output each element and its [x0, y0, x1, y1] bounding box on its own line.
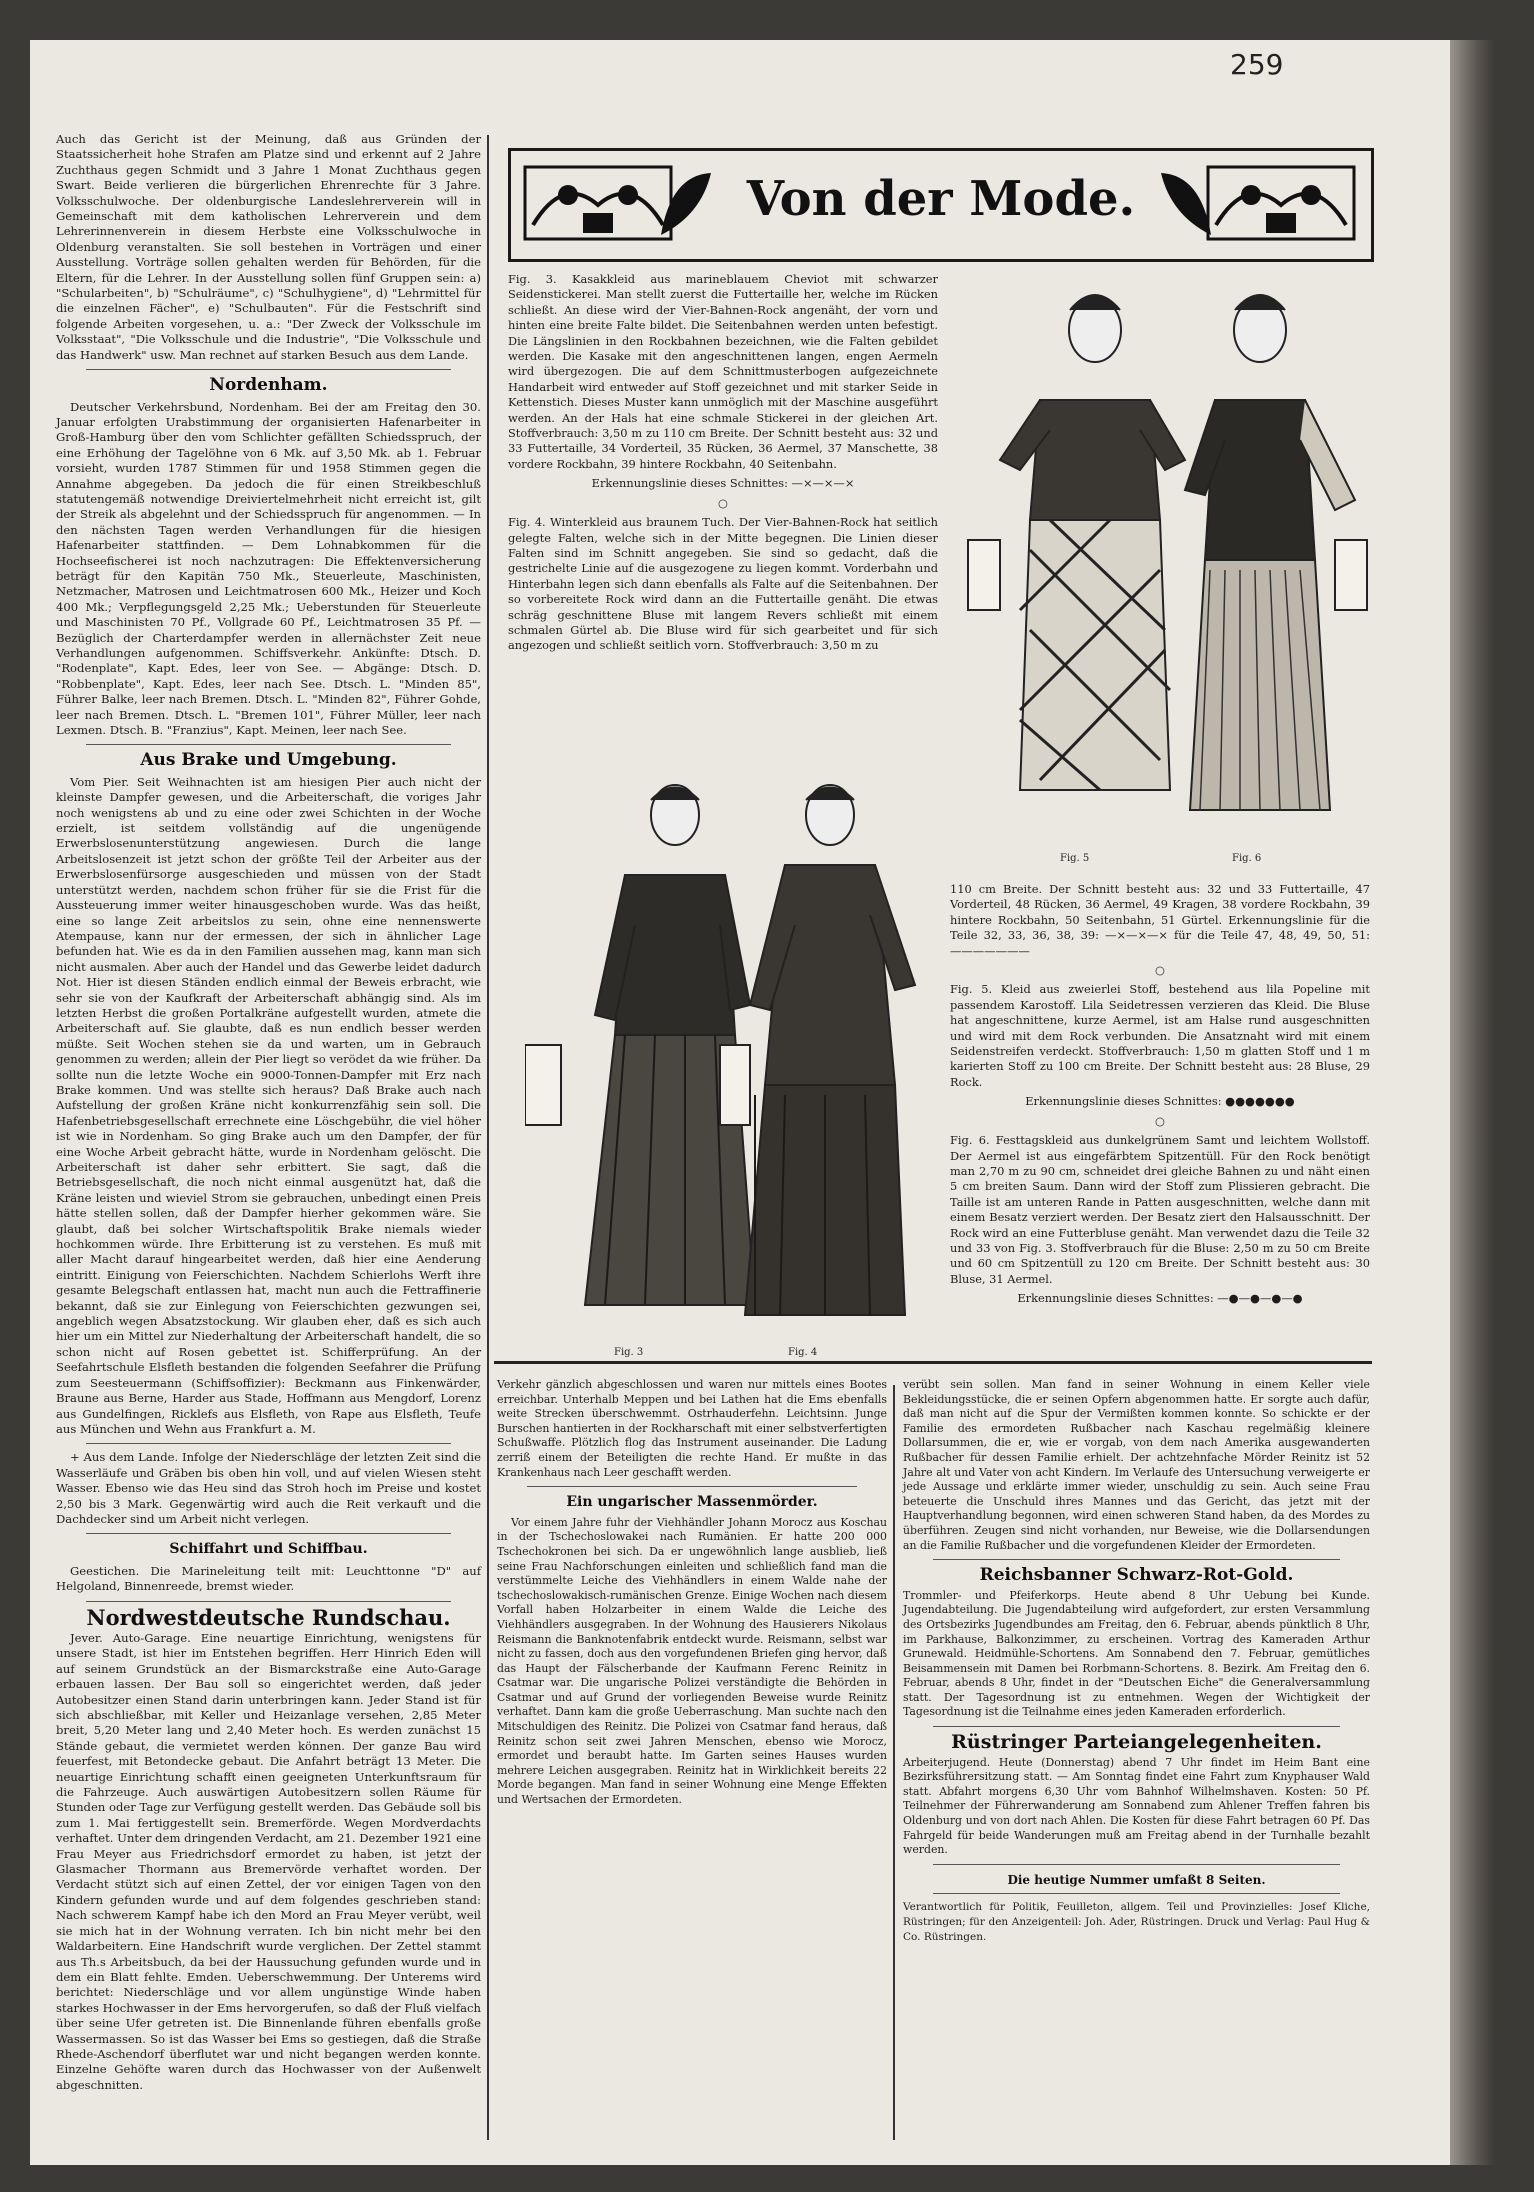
fig4-label: Fig. 4 — [788, 1347, 818, 1358]
article-rundschau: Jever. Auto-Garage. Eine neuartige Einrichtung, wenigstens für unsere Stadt, ist hier im Entstehen begriffen. Herr Hinrich Eden will auf seinem Grundstück an der Bismarckstraße eine Auto-Garage erbauen lassen. Der Bau soll so eingerichtet werden, daß jeder Autobesitzer einen Stand darin unterbringen kann. Jeder Stand ist für sich abschließbar, mit Keller und Heizanlage versehen, 2,85 Meter breit, 5,20 Meter lang und 2,40 Meter hoch. Es werden zunächst 15 Stände gebaut, die vermietet werden können. Der ganze Bau wird feuerfest, mit Betondecke gebaut. Die Anfahrt beträgt 13 Meter. Die neuartige Einrichtung schafft einen geeigneten Unterkunftsraum für die Fahrzeuge. Auch auswärtigen Autobesitzern sollen Räume für Stunden oder Tage zur Verfügung gestellt werden. Das Gebäude soll bis zum 1. Mai fertiggestellt sein. Bremerförde. Wegen Mordverdachts verhaftet. Unter dem dringenden Verdacht, am 21. Dezember 1921 eine Frau Meyer aus Friedrichsdorf ermordet zu haben, ist jetzt der Glasmacher Thormann aus Bremervörde verhaftet worden. Der Verdacht stützt sich auf einen Zettel, der vor einigen Tagen von den Kindern gefunden wurde und auf dem folgendes geschrieben stand: Nach schwerem Kampf habe ich den Mord an Frau Meyer verübt, weil sie mich hat in der Wohnung verraten. Ich bin nicht mehr bei den Waldarbeitern. Eine Handschrift wurde verglichen. Der Zettel stammt aus Th.s Arbeitsbuch, da bei der Haussuchung gefunden wurde und in dem ein Blatt fehlte. Emden. Ueberschwemmung. Der Unterems wird berichtet: Niederschläge und vor allem ungünstige Winde haben starkes Hochwasser in der Ems hervorgerufen, so daß der Fluß vielfach über seine Ufer getreten ist. Die Binnenlande führen ebenfalls große Wassermassen. So ist das Wasser bei Ems so gestiegen, daß die Straße Rhede-Aschendorf überflutet war und nicht begangen werden konnte. Einzelne Gehöfte waren durch das Hochwasser von der Außenwelt abgeschnitten. — [56, 1630, 481, 2092]
left-column — [56, 132, 481, 2095]
heading-nordenham: Nordenham. — [209, 375, 328, 396]
article-massenmoerder-cont: verübt sein sollen. Man fand in seiner Wohnung in einem Keller viele Bekleidungsstücke, die er seinen Opfern abgenommen hatte. Er sorgte auch dafür, daß man nicht auf die Spur der Vermißten kommen konnte. So schickte er der Familie des ermordeten Rußbacher nach Kaschau regelmäßig kleinere Dollarsummen, die er, wie er vorgab, von dem nach Amerika ausgewanderten Rußbacher für dessen Familie erhielt. Der achtzehnfache Mörder Reinitz ist 52 Jahre alt und Vater von acht Kindern. Im Verlaufe des Untersuchung verweigerte er jede Aussage und erklärte immer wieder, unschuldig zu sein. Auch seine Frau beteuerte die Unschuld ihres Mannes und das Gericht, das jetzt mit der Hauptverhandlung begonnen, wird einen schweren Stand haben, da des Mordes zu überführen. Zeugen sind nicht vorhanden, nur Beweise, wie die Dollarsendungen an die Familie Rußbacher und die vorgefundenen Kleider der Ermordeten. — [903, 1378, 1370, 1552]
article-nordenham: Deutscher Verkehrsbund, Nordenham. Bei der am Freitag den 30. Januar erfolgten Urabstimmung der organisierten Hafenarbeiter in Groß-Hamburg über den vom Schlichter gefällten Schiedsspruch, der eine Erhöhung der Tagelöhne von 6 Mk. auf 3,50 Mk. ab 1. Februar vorsieht, wurden 1787 Stimmen für und 1958 Stimmen gegen die Annahme abgegeben. Da jedoch die für einen Streikbeschluß statutengemäß notwendige Dreiviertelmehrheit nicht erreicht ist, gilt der Streik als abgelehnt und der Schiedsspruch für angenommen. — In den nächsten Tagen werden Verhandlungen für die hiesigen Hafenarbeiter stattfinden. — Dem Lohnabkommen für die Hochseefischerei ist noch nachzutragen: Die Effektenversicherung beträgt für den Kapitän 750 Mk., Steuerleute, Maschinisten, Netzmacher, Matrosen und Leichtmatrosen 600 Mk., Heizer und Koch 400 Mk.; Verpflegungsgeld 2,25 Mk.; Ueberstunden für Steuerleute und Maschinisten 70 Pf., Vollgrade 60 Pf., Leichtmatrosen 35 Pf. — Bezüglich der Charterdampfer werden in allernächster Zeit neue Verhandlungen aufgenommen. Schiffsverkehr. Ankünfte: Dtsch. D. "Rodenplate", Kapt. Edes, leer von See. — Abgänge: Dtsch. D. "Robbenplate", Kapt. Edes, leer nach See. Dtsch. L. "Minden 85", Führer Balke, leer nach Bremen. Dtsch. L. "Minden 82", Führer Gohde, leer nach Bremen. Dtsch. L. "Bremen 101", Führer Müller, leer nach Lexmen. Dtsch. B. "Franzius", Kapt. Meinen, leer nach See. — [56, 399, 481, 738]
fig6-erkennungslinie: Erkennungslinie dieses Schnittes: —●—●—●—● — [1017, 1291, 1303, 1306]
imprint: Verantwortlich für Politik, Feuilleton, allgem. Teil und Provinzielles: Josef Kliche, Rüstringen; für den Anzeigenteil: Joh. Ader, Rüstringen. Druck und Verlag: Paul Hug & Co. Rüstringen. — [903, 1901, 1370, 1943]
article-ems: Verkehr gänzlich abgeschlossen und waren nur mittels eines Bootes erreichbar. Unterhalb Meppen und bei Lathen hat die Ems ebenfalls weite Strecken überschwemmt. Ostrhauderfehn. Leichtsinn. Junge Burschen hantierten in der Rockharschaft mit einer selbstverfertigten Schußwaffe. Plötzlich flog das Instrument auseinander. Die Ladung zerriß einem der Beteiligten die rechte Hand. Er mußte in das Krankenhaus nach Leer geschafft werden. — [497, 1378, 887, 1479]
divider — [933, 1893, 1340, 1894]
separator-circle: ○ — [1155, 1113, 1165, 1128]
ornament-icon — [1206, 165, 1356, 241]
fig5-description: Fig. 5. Kleid aus zweierlei Stoff, bestehend aus lila Popeline mit passendem Karostoff. Lila Seidetressen verzieren das Kleid. Die Bluse hat angeschnittene, kurze Aermel, ist am Halse rund ausgeschnitten und wird mit dem Rock verbunden. Die Ansatznaht wird mit einem Seidenstreifen verdeckt. Stoffverbrauch: 1,50 m glatten Stoff und 1 m karierten Stoff zu 100 cm Breite. Der Schnitt besteht aus: 28 Bluse, 29 Rock. — [950, 982, 1370, 1089]
page-number: 259 — [1230, 48, 1284, 81]
article-brake: Vom Pier. Seit Weihnachten ist am hiesigen Pier auch nicht der kleinste Dampfer gewesen, und die Arbeiterschaft, die voriges Jahr noch wenigstens ab und zu eine oder zwei Schichten in der Woche erzielt, ist seitdem vollständig auf die ungenügende Erwerbslosenunterstützung angewiesen. Durch die lange Arbeitslosenzeit ist jetzt schon der größte Teil der Arbeiter aus der Erwerbslosenfürsorge ausgeschieden und müssen von der Stadt unterstützt werden, nachdem schon früher für sie die Frist für die Aussteuerung immer weiter hinausgeschoben wurde. Was das heißt, eine so lange Zeit arbeitslos zu sein, ohne eine nennenswerte Atempause, kann nur der ermessen, der sich in ähnlicher Lage befunden hat. Wie es da in den Familien aussehen mag, kann man sich nicht ausmalen. Aber auch der Handel und das Gewerbe leidet dadurch Not. Hier ist diesen Ständen endlich einmal der Beweis erbracht, wie sehr sie von der Kaufkraft der Arbeiterschaft abhängig sind. Als im letzten Herbst die großen Portalkräne aufgestellt wurden, atmete die Arbeiterschaft auf. Sie glaubte, daß es nun endlich besser werden müßte. Seit Wochen stehen sie da und warten, um in Gebrauch genommen zu werden; allein der Pier liegt so verödet da wie früher. Da sollte nun die letzte Woche ein 9000-Tonnen-Dampfer mit Erz nach Brake kommen. Und was stellte sich heraus? Daß Brake auch nach Aufstellung der großen Kräne nicht konkurrenzfähig sein soll. Die Hafenbetriebsgesellschaft errechnete eine Löschgebühr, die viel höher ist wie in Nordenham. So ging Brake auch um den Dampfer, der für eine Woche Arbeit gebracht hätte, wurde in Nordenham gelöscht. Die Arbeiterschaft ist daher sehr erbittert. Sie sagt, daß die Betriebsgesellschaft, die noch nicht einmal ausgenützt hat, daß die Kräne leisten und wieviel Strom sie gebrauchen, unbedingt einen Preis hätte stellen sollen, daß der Dampfer hierher gekommen wäre. Sie glaubt, daß bei solcher Wirtschaftspolitik Brake niemals wieder hochkommen würde. Ihre Erbitterung ist zu verstehen. Es muß mit aller Macht darauf hingearbeitet werden, daß hier eine Aenderung eintritt. Einigung von Feierschichten. Nachdem Schierlohs Werft ihre gesamte Belegschaft entlassen hat, macht nun auch die Fettraffinerie bekannt, daß sie zur Einlegung von Feierschichten gezwungen sei, angeblich wegen Absatzstockung. Wir glauben eher, daß es sich auch hier um ein Mittel zur Niederhaltung der Arbeiterschaft handelt, die so schon nicht auf Rosen gebettet ist. Schifferprüfung. An der Seefahrtschule Elsfleth bestanden die folgenden Seefahrer die Prüfung zum Seesteuermann (Schiffsoffizier): Beckmann aus Finkenwärder, Braune aus Berne, Harder aus Stade, Hoffmann aus Mengdorf, Lorenz aus Gundelfingen, Ricklefs aus Elsfleth, von Rape aus Elsfleth, Teufe aus München und Wehn aus Frankfurt a. M. — [56, 774, 481, 1436]
fig3-description: Fig. 3. Kasakkleid aus marineblauem Cheviot mit schwarzer Seidenstickerei. Man stellt zuerst die Futtertaille her, welche im Rücken schließt. An diese wird der Vier-Bahnen-Rock angenäht, der vorn und hinten eine breite Falte bildet. Die Seitenbahnen werden unten befestigt. Die Längslinien in den Rockbahnen bezeichnen, wie die Falten gebildet werden. Die Kasake mit den angeschnittenen langen, engen Aermeln wird übergezogen. Die auf dem Schnittmusterbogen aufgezeichnete Handarbeit wird entweder auf Stoff gezeichnet und mit starker Seide in Kettenstich. Dieses Muster kann unmöglich mit der Maschine ausgeführt werden. An der Hals hat eine schmale Stickerei in der gleichen Art. Stoffverbrauch: 3,50 m zu 110 cm Breite. Der Schnitt besteht aus: 32 und 33 Futtertaille, 34 Vorderteil, 35 Rücken, 36 Aermel, 37 Manschette, 38 vordere Rockbahn, 39 hintere Rockbahn, 40 Seitenbahn. — [508, 272, 938, 471]
article-schiffahrt: Geestichen. Die Marineleitung teilt mit: Leuchttonne "D" auf Helgoland, Binnenreede, bremst wieder. — [56, 1563, 481, 1594]
page-edge — [1450, 40, 1495, 2165]
heading-ruestringer: Rüstringer Parteiangelegenheiten. — [951, 1731, 1322, 1754]
fashion-illustration-fig3-fig4 — [525, 775, 945, 1345]
column-divider-left — [487, 135, 489, 2140]
divider — [933, 1726, 1340, 1727]
fig4-continuation: 110 cm Breite. Der Schnitt besteht aus: 32 und 33 Futtertaille, 47 Vorderteil, 48 Rücken, 36 Aermel, 49 Kragen, 38 vordere Rockbahn, 39 hintere Rockbahn, 50 Seitenbahn, 51 Gürtel. Erkennungslinie für die Teile 32, 33, 36, 38, 39: —×—×—× für die Teile 47, 48, 49, 50, 51: ——————— — [950, 882, 1370, 958]
banner-title: Von der Mode. — [746, 171, 1136, 227]
leaf-ornament-icon — [651, 165, 721, 241]
divider — [933, 1559, 1340, 1560]
article-reichsbanner: Trommler- und Pfeiferkorps. Heute abend 8 Uhr Uebung bei Kunde. Jugendabteilung. Die Jugendabteilung wird aufgefordert, zur ersten Versammlung des Ortsbezirks Jugendbundes am Freitag, den 6. Februar, abends pünktlich 8 Uhr, im Parkhause, Balkonzimmer, zu erscheinen. Vortrag des Kameraden Arthur Grunewald. Heidmühle-Schortens. Am Sonnabend den 7. Februar, gemütliches Beisammensein mit Damen bei Rorbmann-Schortens. 8. Bezirk. Am Freitag den 6. Februar, abends 8 Uhr, findet in der "Deutschen Eiche" die Generalversammlung statt. Der Tagesordnung ist zu entnehmen. Wegen der Wichtigkeit der Tagesordnung ist die Teilnahme eines jeden Kameraden erforderlich. — [903, 1588, 1370, 1719]
heading-brake: Aus Brake und Umgebung. — [140, 750, 397, 771]
mode-text-left — [508, 272, 938, 656]
separator-circle: ○ — [1155, 963, 1165, 978]
fig5-label: Fig. 5 — [1060, 853, 1090, 864]
right-lower-column — [903, 1378, 1370, 1946]
article-massenmoerder: Vor einem Jahre fuhr der Viehhändler Johann Morocz aus Koschau in der Tschechoslowakei nach Rumänien. Er hatte 200 000 Tschechokronen bei sich. Da er ungewöhnlich lange ausblieb, ließ seine Frau Nachforschungen einleiten und schließlich fand man die verstümmelte Leiche des Viehhändlers in einem Walde nahe der tschechoslowakisch-rumänischen Grenze. Einige Wochen nach diesem Vorfall haben Holzarbeiter in einem Walde die Leiche des Viehhändlers ausgegraben. In der Wohnung des Hausierers Nikolaus Reismann die Banknotenfabrik entdeckt wurde. Reismann, selbst war nicht zu fassen, doch aus den vorgefundenen Briefen ging hervor, daß das Haupt der Fälscherbande der Kaufmann Ferenc Reinitz in Csatmar war. Die ungarische Polizei verständigte die Behörden in Csatmar und auf Grund der vorliegenden Beweise wurde Reinitz verhaftet. Dann kam die große Ueberraschung. Man suchte nach den Mitschuldigen des Reinitz. Die Polizei von Csatmar fand heraus, daß Reinitz schon seit zwei Jahren Menschen, ebenso wie Morocz, ermordet und beraubt hatte. Im Garten seines Hauses wurden mehrere Leichen ausgegraben. Reinitz hat in Wirklichkeit bereits 22 Morde begangen. Man fand in seiner Wohnung eine Menge Effekten und Wertsachen der Ermordeten. — [497, 1515, 887, 1807]
fig6-description: Fig. 6. Festtagskleid aus dunkelgrünem Samt und leichtem Wollstoff. Der Aermel ist aus eingefärbtem Spitzentüll. Für den Rock benötigt man 2,70 m zu 90 cm, schneidet drei gleiche Bahnen zu und näht einen 5 cm breiten Saum. Dann wird der Stoff zum Plissieren gebracht. Die Taille ist am unteren Rande in Patten ausgeschnitten, welche dann mit einem Besatz verziert werden. Der Besatz ziert den Halsausschnitt. Der Rock wird an eine Futterbluse genäht. Man verwendet dazu die Teile 32 und 33 von Fig. 3. Stoffverbrauch für die Bluse: 2,50 m zu 50 cm Breite und 60 cm Spitzentüll zu 120 cm Breite. Der Schnitt besteht aus: 30 Bluse, 31 Aermel. — [950, 1133, 1370, 1286]
heading-reichsbanner: Reichsbanner Schwarz-Rot-Gold. — [979, 1565, 1294, 1586]
issue-page-count: Die heutige Nummer umfaßt 8 Seiten. — [1007, 1872, 1266, 1887]
fashion-illustration-fig5-fig6 — [960, 270, 1370, 870]
article-ruestringer: Arbeiterjugend. Heute (Donnerstag) abend 7 Uhr findet im Heim Bant eine Bezirksführersitzung statt. — Am Sonntag findet eine Fahrt zum Knyphauser Wald statt. Abfahrt morgens 6,30 Uhr vom Bahnhof Wilhelmshaven. Kosten: 50 Pf. Teilnehmer der Führerwanderung am Sonnabend zum Ahlener Treffen fahren bis Oldenburg und von dort nach Ahlen. Die Kosten für diese Fahrt betragen 60 Pf. Das Fahrgeld für beide Wanderungen muß am Freitag abend in der Turnhalle bezahlt werden. — [903, 1755, 1370, 1857]
divider — [86, 1443, 451, 1444]
article-lande: + Aus dem Lande. Infolge der Niederschläge der letzten Zeit sind die Wasserläufe und Gräben bis oben hin voll, und auf vielen Wiesen steht Wasser. Ebenso wie das Heu sind das Stroh hoch im Preise und kostet 2,50 bis 3 Mark. Gegenwärtig wird auch die Reit verkauft und die Dachdecker sind um Arbeit nicht verlegen. — [56, 1450, 481, 1526]
section-rule — [494, 1361, 1372, 1364]
divider — [86, 369, 451, 370]
middle-lower-column — [497, 1378, 887, 1810]
divider — [933, 1864, 1340, 1865]
fig6-label: Fig. 6 — [1232, 853, 1262, 864]
divider — [86, 1601, 451, 1602]
heading-rundschau: Nordwestdeutsche Rundschau. — [86, 1604, 451, 1630]
heading-massenmoerder: Ein ungarischer Massenmörder. — [566, 1494, 818, 1511]
article-intro: Auch das Gericht ist der Meinung, daß aus Gründen der Staatssicherheit hohe Strafen am Platze sind und erkennt auf 2 Jahre Zuchthaus gegen Schmidt und 3 Jahre 1 Monat Zuchthaus gegen Swart. Beide verlieren die bürgerlichen Ehrenrechte für 3 Jahre. Volksschulwoche. Der oldenburgische Landeslehrerverein will in Gemeinschaft mit dem katholischen Lehrerverein und dem Lehrerinnenverein in diesem Herbste eine Volksschulwoche in Oldenburg veranstalten. Sie soll bestehen in Vorträgen und einer Ausstellung. Vorträge sollen gehalten werden für Behörden, für die Eltern, für die Lehrer. In der Ausstellung sollen fünf Gruppen sein: a) "Schularbeiten", b) "Schulräume", c) "Schulhygiene", d) "Lehrmittel für die einzelnen Fächer", e) "Schulbauten". Für die Festschrift sind folgende Arbeiten vorgesehen, u. a.: "Der Zweck der Volksschule im Volksstaat", "Die Volksschule und die Industrie", "Die Volksschule und das Handwerk" usw. Man rechnet auf starken Besuch aus dem Lande. — [56, 132, 481, 362]
heading-schiffahrt: Schiffahrt und Schiffbau. — [169, 1541, 368, 1558]
fig4-description: Fig. 4. Winterkleid aus braunem Tuch. Der Vier-Bahnen-Rock hat seitlich gelegte Falten, welche sich in der Mitte begegnen. Die Linien dieser Falten sind im Schnitt angegeben. Sie sind so gedacht, daß die gestrichelte Linie auf die ausgezogene zu liegen kommt. Vorderbahn und Hinterbahn legen sich dann ebenfalls als Falte auf die Seitenbahnen. Der so vorbereitete Rock wird dann an die Futtertaille genäht. Die etwas schräg geschnittene Bluse mit langem Revers schließt mit einem schmalen Gürtel ab. Die Bluse wird für sich gearbeitet und für sich angezogen und schließt seitlich vorn. Stoffverbrauch: 3,50 m zu — [508, 515, 938, 653]
fig3-label: Fig. 3 — [614, 1347, 644, 1358]
fig3-erkennungslinie: Erkennungslinie dieses Schnittes: —×—×—× — [591, 476, 855, 491]
divider — [86, 1533, 451, 1534]
divider — [527, 1486, 857, 1487]
fig5-erkennungslinie: Erkennungslinie dieses Schnittes: ●●●●●●● — [1025, 1094, 1295, 1109]
mode-banner — [508, 148, 1374, 262]
divider — [86, 744, 451, 745]
mode-text-right — [950, 882, 1370, 1311]
separator-circle: ○ — [718, 495, 728, 510]
column-divider-lower-mid — [893, 1385, 895, 2140]
